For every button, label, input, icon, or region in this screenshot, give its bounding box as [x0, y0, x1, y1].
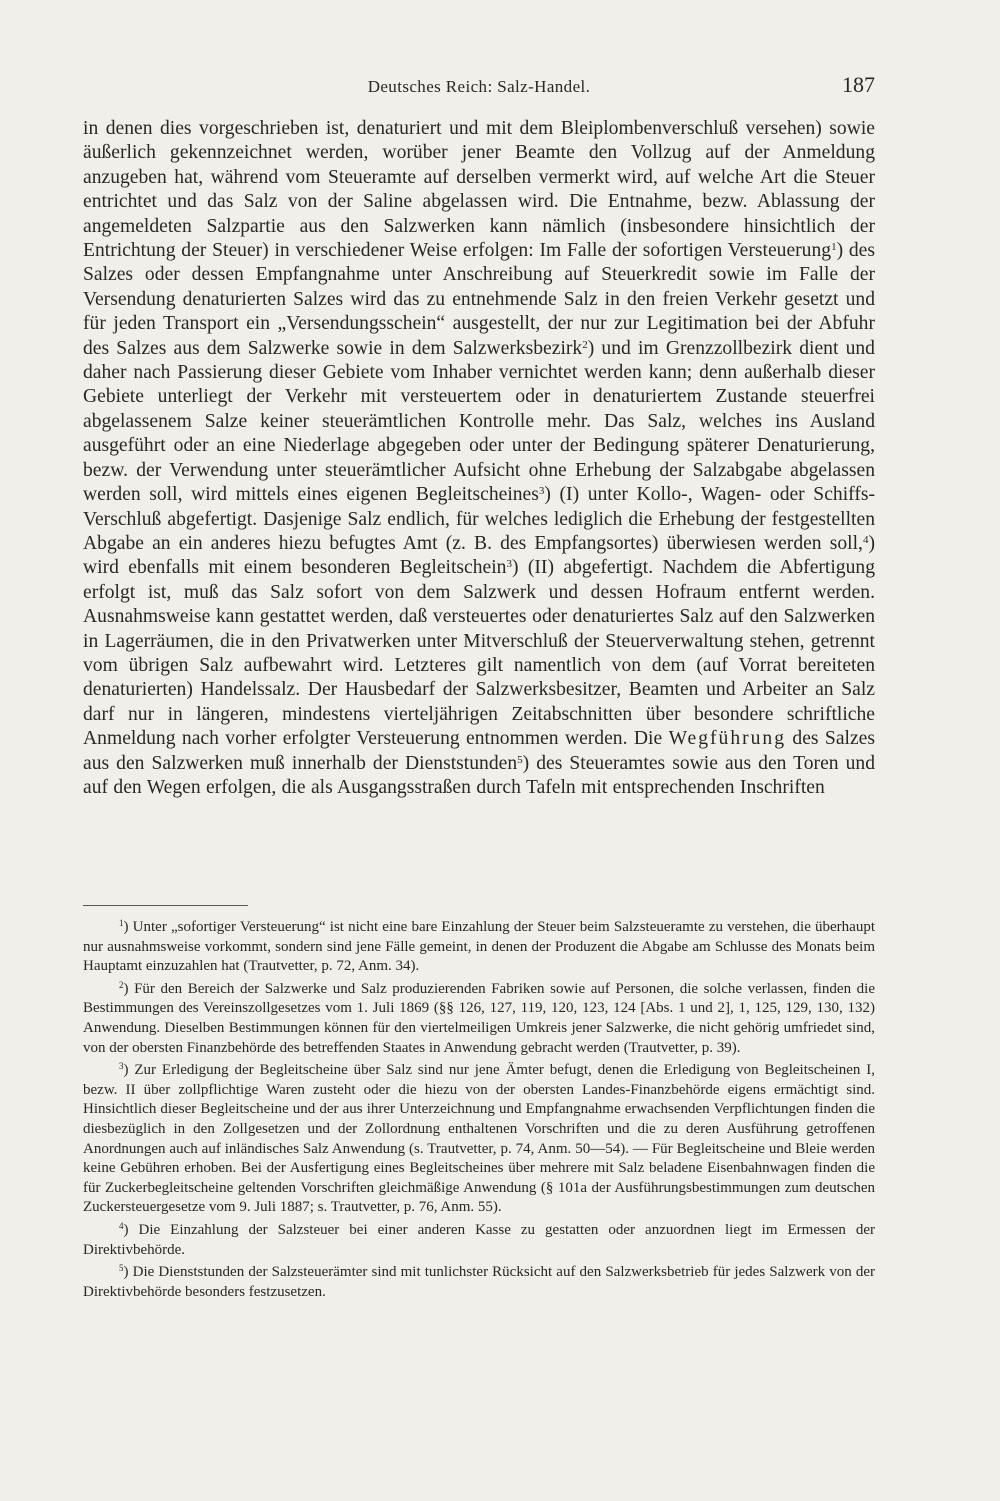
footnote-mark: 4: [119, 1220, 124, 1231]
footnote-mark: 3: [119, 1061, 124, 1072]
footnote: [83, 1263, 875, 1302]
footnote-mark: 5: [119, 1263, 124, 1274]
footnote: [83, 918, 875, 977]
body-text: des Salzes aus den Salzwerken muß innerhalb der Dienststunden: [83, 728, 875, 774]
running-title: Deutsches Reich: Salz-Handel.: [367, 77, 591, 96]
footnote-text: ) Für den Bereich der Salzwerke und Salz produzierenden Fabriken sowie auf Personen, die solche verlassen, finden die Bestimmungen des Vereinszollgesetzes vom 1. Juli 1869 (§§ 126, 127, 119, 120, 123, 124 [Abs. 1 und 2], 1, 125, 129, 130, 132) Anwendung. Dieselben Bestimmungen können für den viertelmeiligen Umkreis jener Salzwerke, die nicht gehörig umfriedet sind, von der obersten Finanzbehörde des betreffenden Staates in Anwendung gebracht werden (Trautvetter, p. 39).: [83, 980, 875, 1056]
footnote-ref: 4: [862, 533, 869, 546]
footnote-text: ) Zur Erledigung der Begleitscheine über Salz sind nur jene Ämter befugt, denen die Erledigung von Begleitscheinen I, bezw. II über zollpflichtige Waren zusteht oder die hiezu von der obersten Landes-Finanzbehörde eigens ermächtigt sind. Hinsichtlich dieser Begleitscheine und der aus ihrer Unterzeichnung und Empfangnahme erwachsenden Verpflichtungen finden die diesbezüglich in den Zollgesetzen und der Zollordnung enthaltenen Vorschriften und die zu deren Ausführung getroffenen Anordnungen auch auf inländisches Salz Anwendung (s. Trautvetter, p. 74, Anm. 50—54). — Für Begleitscheine und Bleie werden keine Gebühren erhoben. Bei der Ausfertigung eines Begleitscheines über mehrere mit Salz beladene Eisenbahnwagen finden die für Zuckerbegleitscheine geltenden Vorschriften gleichmäßige Anwendung (§ 101a der Ausführungsbestimmungen zum deutschen Zuckersteuergesetze vom 9. Juli 1887; s. Trautvetter, p. 76, Anm. 55).: [83, 1062, 875, 1216]
body-text: ) des Steueramtes sowie aus den Toren und auf den Wegen erfolgen, die als Ausgangsstraßen durch Tafeln mit entsprechenden Inschriften: [83, 752, 876, 798]
main-text: [83, 117, 875, 800]
body-text: ) (II) abgefertigt. Nachdem die Abfertigung erfolgt ist, muß das Salz sofort von dem Salzwerk und dessen Hofraum entfernt werden. Ausnahmsweise kann gestattet werden, daß versteuertes oder denaturiertes Salz auf den Salzwerken in Lagerräumen, die in den Privatwerken unter Mitverschluß der Steuerverwaltung stehen, getrennt vom übrigen Salz aufbewahrt wird. Letzteres gilt namentlich von dem (auf Vorrat bereiteten denaturierten) Handelssalz. Der Hausbedarf der Salzwerksbesitzer, Beamten und Arbeiter an Salz darf nur in längeren, mindestens vierteljährigen Zeitabschnitten über besondere schriftliche Anmeldung nach vorher erfolgter Versteuerung entnommen werden. Die: [83, 557, 875, 750]
footnote-ref: 1: [831, 241, 837, 254]
footnote: [83, 1221, 875, 1260]
footnote-text: ) Unter „sofortiger Versteuerung“ ist nicht eine bare Einzahlung der Steuer beim Salzsteueramte zu verstehen, die überhaupt nur ausnahmsweise vorkommt, sondern sind jene Fälle gemeint, in denen der Produzent die Abgabe am Schlusse des Monats beim Hauptamt einzuzahlen hat (Trautvetter, p. 72, Anm. 34).: [83, 919, 875, 975]
body-text: ) wird ebenfalls mit einem besonderen Begleitschein: [83, 532, 875, 579]
footnote-text: ) Die Einzahlung der Salzsteuer bei einer anderen Kasse zu gestatten oder anzuordnen liegt im Ermessen der Direktivbehörde.: [83, 1221, 875, 1258]
body-text: ) des Salzes oder dessen Empfangnahme unter Anschreibung auf Steuerkredit sowie im Falle der Versendung denaturierten Salzes wird das zu entnehmende Salz in den freien Verkehr gesetzt und für jeden Transport ein „Versendungsschein“ ausgestellt, der nur zur Legitimation bei der Abfuhr des Salzes aus dem Salzwerke sowie in dem Salzwerksbezirk: [83, 240, 876, 359]
page-header: [83, 72, 875, 102]
footnote: [83, 980, 875, 1058]
body-text: ) und im Grenzzollbezirk dient und daher nach Passierung dieser Gebiete vom Inhaber vernichtet werden kann; denn außerhalb dieser Gebiete unterliegt der Verkehr mit versteuertem oder in denaturiertem Zustande steuerfrei abgelassenem Salze keiner steuerämtlichen Kontrolle mehr. Das Salz, welches ins Ausland ausgeführt oder an eine Niederlage abgegeben oder unter der Bedingung späterer Denaturierung, bezw. der Verwendung unter steuerämtlicher Aufsicht ohne Erhebung der Salzabgabe abgelassen werden soll, wird mittels eines eigenen Begleitscheines: [83, 337, 875, 506]
emphasized-term: Wegführung: [668, 728, 787, 750]
body-text: in denen dies vorgeschrieben ist, denaturiert und mit dem Bleiplombenverschluß versehen) sowie äußerlich gekennzeichnet werden, worüber jener Beamte den Vollzug auf der Anmeldung anzugeben hat, während vom Steueramte auf derselben vermerkt wird, auf welche Art die Steuer entrichtet und das Salz von der Saline abgelassen wird. Die Entnahme, bezw. Ablassung der angemeldeten Salzpartie aus den Salzwerken kann nämlich (insbesondere hinsichtlich der Entrichtung der Steuer) in verschiedener Weise erfolgen: Im Falle der sofortigen Versteuerung: [83, 118, 875, 262]
footnote-ref: 3: [538, 485, 545, 498]
footnotes: [83, 918, 875, 1305]
page-number: 187: [842, 72, 875, 97]
footnote-mark: 1: [119, 918, 124, 928]
footnote-divider: [83, 905, 248, 906]
footnote-ref: 2: [582, 338, 588, 351]
footnote-ref: 5: [517, 753, 523, 766]
body-paragraph: [83, 117, 875, 800]
body-text: ) (I) unter Kollo-, Wagen- oder Schiffs-Verschluß abgefertigt. Dasjenige Salz endlich, für welches lediglich die Erhebung der festgestellten Abgabe an ein anderes hiezu befugtes Amt (z. B. des Empfangsortes) überwiesen werden soll,: [83, 484, 875, 554]
footnote-text: ) Die Dienststunden der Salzsteuerämter sind mit tunlichster Rücksicht auf den Salzwerksbetrieb für jedes Salzwerk von der Direktivbehörde besonders festzusetzen.: [83, 1264, 875, 1300]
footnote-ref: 3: [506, 558, 512, 571]
footnote-mark: 2: [119, 979, 124, 990]
footnote: [83, 1061, 875, 1218]
